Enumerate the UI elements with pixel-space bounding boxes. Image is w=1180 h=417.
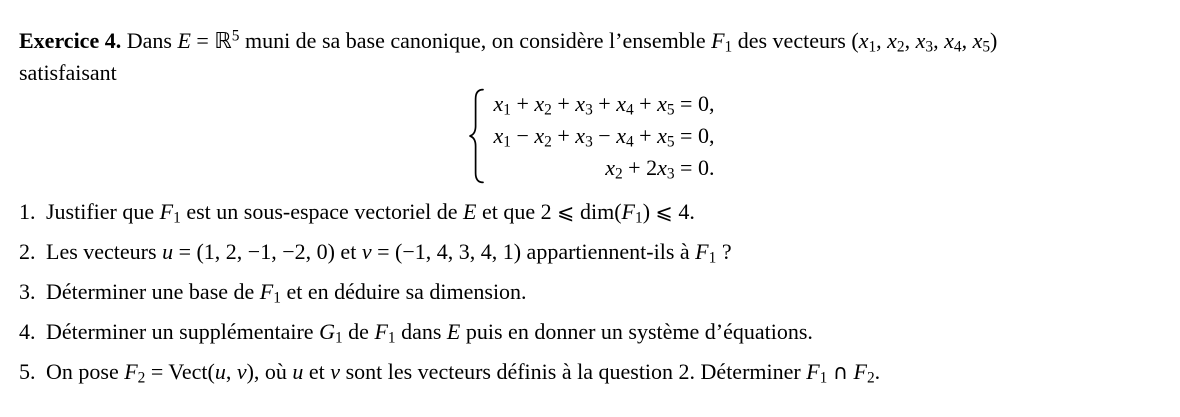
- question-list: [19, 197, 1162, 387]
- equation-2-rhs: = 0,: [674, 123, 715, 148]
- equation-3-lhs: x2 + 2x3: [605, 155, 675, 183]
- intro-line-2: satisfaisant: [19, 60, 117, 85]
- equation-3-rhs: = 0.: [674, 155, 715, 180]
- equation-system: [19, 88, 1162, 184]
- question-text: Les vecteurs u = (1, 2, −1, −2, 0) et v = (−1, 4, 3, 4, 1) appartiennent-ils à F1 ?: [46, 239, 732, 267]
- question-text: On pose F2 = Vect(u, v), où u et v sont les vecteurs définis à la question 2. Déterminer F1 ∩ F2.: [46, 359, 881, 387]
- question-text: Justifier que F1 est un sous-espace vectoriel de E et que 2 ⩽ dim(F1) ⩽ 4.: [46, 199, 695, 227]
- question-item-3: [19, 277, 1162, 307]
- question-item-4: [19, 317, 1162, 347]
- question-number: 5.: [19, 359, 36, 384]
- exercise-intro: [19, 25, 1162, 88]
- left-curly-brace-icon: [467, 88, 486, 184]
- question-number: 2.: [19, 239, 36, 264]
- question-item-1: [19, 197, 1162, 227]
- intro-line-1: Exercice 4. Dans E = ℝ$^5$ muni de sa base canonique, on considère l’ensemble F1 des vecteurs (x1, x2, x3, x4, x5): [19, 27, 998, 56]
- equation-1-lhs: x1 + x2 + x3 + x4 + x5: [493, 91, 675, 119]
- question-text: Déterminer une base de F1 et en déduire sa dimension.: [46, 279, 527, 307]
- question-item-2: [19, 237, 1162, 267]
- equations-grid: [494, 88, 715, 184]
- question-number: 4.: [19, 319, 36, 344]
- question-text: Déterminer un supplémentaire G1 de F1 dans E puis en donner un système d’équations.: [46, 319, 813, 347]
- equation-2-lhs: x1 − x2 + x3 − x4 + x5: [493, 123, 675, 151]
- question-number: 1.: [19, 199, 36, 224]
- equation-1-rhs: = 0,: [674, 91, 715, 116]
- question-number: 3.: [19, 279, 36, 304]
- question-item-5: [19, 357, 1162, 387]
